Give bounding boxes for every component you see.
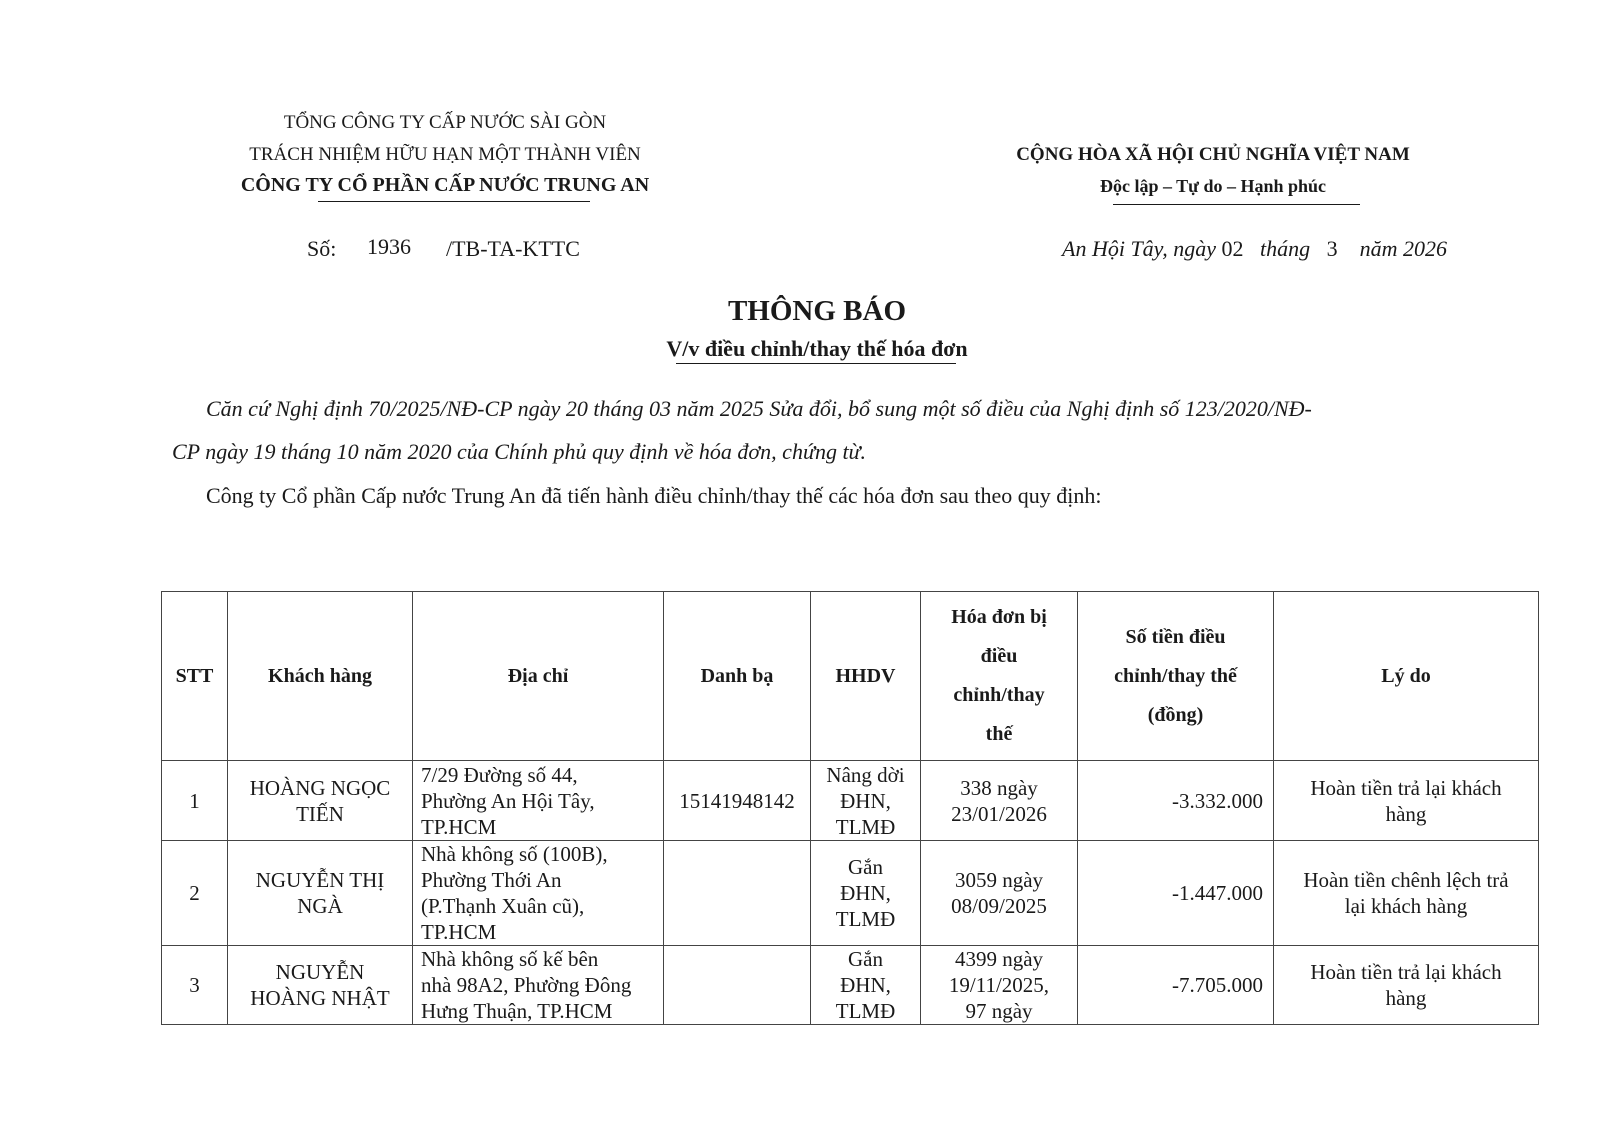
- date-line: [1062, 236, 1447, 262]
- hhdv-line: ĐHN,: [840, 973, 891, 997]
- address-line: (P.Thạnh Xuân cũ),: [421, 894, 585, 918]
- org-underline: [318, 201, 590, 202]
- table-row: [162, 761, 1539, 841]
- cell-reason: [1274, 761, 1539, 841]
- document-subtitle: V/v điều chỉnh/thay thế hóa đơn: [666, 336, 968, 361]
- header-hhdv: HHDV: [811, 592, 921, 761]
- hhdv-line: ĐHN,: [840, 788, 891, 813]
- hhdv-line: TLMĐ: [835, 907, 896, 931]
- address-line: Phường An Hội Tây,: [421, 788, 595, 813]
- cell-reason: [1274, 841, 1539, 946]
- reason-line: Hoàn tiền trả lại khách: [1310, 960, 1502, 984]
- cell-stt: 3: [162, 946, 228, 1025]
- cell-address: [413, 946, 664, 1025]
- cell-stt: 2: [162, 841, 228, 946]
- date-place: An Hội Tây, ngày: [1062, 236, 1216, 261]
- cell-address: [413, 761, 664, 841]
- national-title: CỘNG HÒA XÃ HỘI CHỦ NGHĨA VIỆT NAM: [1016, 144, 1410, 165]
- header-stt: STT: [162, 592, 228, 761]
- header-amount-line: Số tiền điều: [1125, 625, 1226, 648]
- org-parent-type: TRÁCH NHIỆM HỮU HẠN MỘT THÀNH VIÊN: [249, 144, 641, 165]
- header-reason: Lý do: [1274, 592, 1539, 761]
- header-amount: [1078, 592, 1274, 761]
- address-line: nhà 98A2, Phường Đông: [421, 973, 632, 997]
- cell-customer: [228, 946, 413, 1025]
- cell-address: [413, 841, 664, 946]
- cell-hhdv: [811, 946, 921, 1025]
- invoice-line: 4399 ngày: [954, 947, 1044, 971]
- hhdv-line: Nâng dời: [826, 762, 905, 787]
- invoice-line: 23/01/2026: [951, 801, 1047, 826]
- header-invoice-line: Hóa đơn bị: [951, 606, 1047, 628]
- address-line: 7/29 Đường số 44,: [421, 762, 578, 787]
- header-address: Địa chỉ: [413, 592, 664, 761]
- legal-basis-line-1: Căn cứ Nghị định 70/2025/NĐ-CP ngày 20 tháng 03 năm 2025 Sửa đổi, bổ sung một số điều của Nghị định số 123/2020/NĐ-: [206, 396, 1312, 421]
- header-invoice-line: chỉnh/thay: [953, 684, 1045, 706]
- header-invoice-line: thế: [985, 723, 1013, 745]
- invoice-line: 338 ngày: [960, 775, 1038, 800]
- date-year: năm 2026: [1359, 236, 1448, 261]
- customer-line: NGUYỄN: [275, 960, 365, 984]
- cell-reason: [1274, 946, 1539, 1025]
- invoice-line: 97 ngày: [965, 999, 1033, 1023]
- date-month-label: tháng: [1260, 236, 1311, 261]
- address-line: Phường Thới An: [421, 868, 562, 892]
- cell-amount: -3.332.000: [1078, 761, 1274, 841]
- cell-account: [664, 946, 811, 1025]
- invoice-line: 08/09/2025: [951, 894, 1047, 918]
- cell-amount: -1.447.000: [1078, 841, 1274, 946]
- header-customer: Khách hàng: [228, 592, 413, 761]
- cell-hhdv: [811, 841, 921, 946]
- address-line: Hưng Thuận, TP.HCM: [421, 999, 613, 1023]
- customer-line: TIẾN: [296, 801, 344, 826]
- hhdv-line: ĐHN,: [840, 881, 891, 905]
- org-parent-name: TỔNG CÔNG TY CẤP NƯỚC SÀI GÒN: [283, 112, 607, 133]
- cell-account: 15141948142: [664, 761, 811, 841]
- legal-basis-line-2: CP ngày 19 tháng 10 năm 2020 của Chính phủ quy định về hóa đơn, chứng từ.: [172, 439, 867, 464]
- reason-line: hàng: [1385, 801, 1427, 826]
- table-row: [162, 841, 1539, 946]
- document-title: THÔNG BÁO: [727, 295, 907, 327]
- national-motto: Độc lập – Tự do – Hạnh phúc: [1099, 176, 1327, 196]
- address-line: Nhà không số (100B),: [421, 842, 608, 866]
- motto-underline: [1113, 204, 1360, 205]
- doc-number-code: /TB-TA-KTTC: [446, 236, 580, 261]
- address-line: TP.HCM: [421, 920, 497, 944]
- reason-line: Hoàn tiền trả lại khách: [1310, 775, 1502, 800]
- header-invoice: [921, 592, 1078, 761]
- doc-number: 1936: [367, 234, 411, 259]
- org-company-name: CÔNG TY CỔ PHẦN CẤP NƯỚC TRUNG AN: [240, 174, 650, 196]
- hhdv-line: Gắn: [848, 855, 883, 879]
- subtitle-underline: [676, 363, 956, 364]
- statement-paragraph: Công ty Cổ phần Cấp nước Trung An đã tiến hành điều chỉnh/thay thế các hóa đơn sau theo quy định:: [206, 483, 1102, 508]
- cell-account: [664, 841, 811, 946]
- reason-line: hàng: [1385, 986, 1427, 1010]
- customer-line: NGÀ: [297, 894, 343, 918]
- cell-customer: [228, 761, 413, 841]
- invoice-line: 3059 ngày: [954, 868, 1044, 892]
- customer-line: NGUYỄN THỊ: [255, 868, 385, 892]
- hhdv-line: Gắn: [848, 947, 883, 971]
- hhdv-line: TLMĐ: [835, 999, 896, 1023]
- header-account: Danh bạ: [664, 592, 811, 761]
- doc-number-label: Số:: [307, 236, 337, 261]
- date-day: 02: [1221, 236, 1244, 261]
- cell-invoice: [921, 841, 1078, 946]
- cell-stt: 1: [162, 761, 228, 841]
- invoice-adjustment-table: [161, 591, 1539, 1025]
- cell-hhdv: [811, 761, 921, 841]
- invoice-line: 19/11/2025,: [948, 973, 1050, 997]
- customer-line: HOÀNG NGỌC: [249, 775, 391, 800]
- cell-amount: -7.705.000: [1078, 946, 1274, 1025]
- date-month: 3: [1326, 236, 1338, 261]
- header-amount-line: chỉnh/thay thế: [1114, 664, 1237, 687]
- hhdv-line: TLMĐ: [835, 814, 896, 839]
- cell-customer: [228, 841, 413, 946]
- cell-invoice: [921, 946, 1078, 1025]
- cell-invoice: [921, 761, 1078, 841]
- customer-line: HOÀNG NHẬT: [250, 986, 390, 1010]
- address-line: TP.HCM: [421, 814, 497, 839]
- table-row: [162, 946, 1539, 1025]
- header-invoice-line: điều: [980, 645, 1018, 667]
- address-line: Nhà không số kế bên: [421, 947, 599, 971]
- table-header-row: [162, 592, 1539, 761]
- header-amount-line: (đồng): [1147, 703, 1204, 726]
- reason-line: Hoàn tiền chênh lệch trả: [1303, 868, 1509, 892]
- reason-line: lại khách hàng: [1344, 894, 1468, 918]
